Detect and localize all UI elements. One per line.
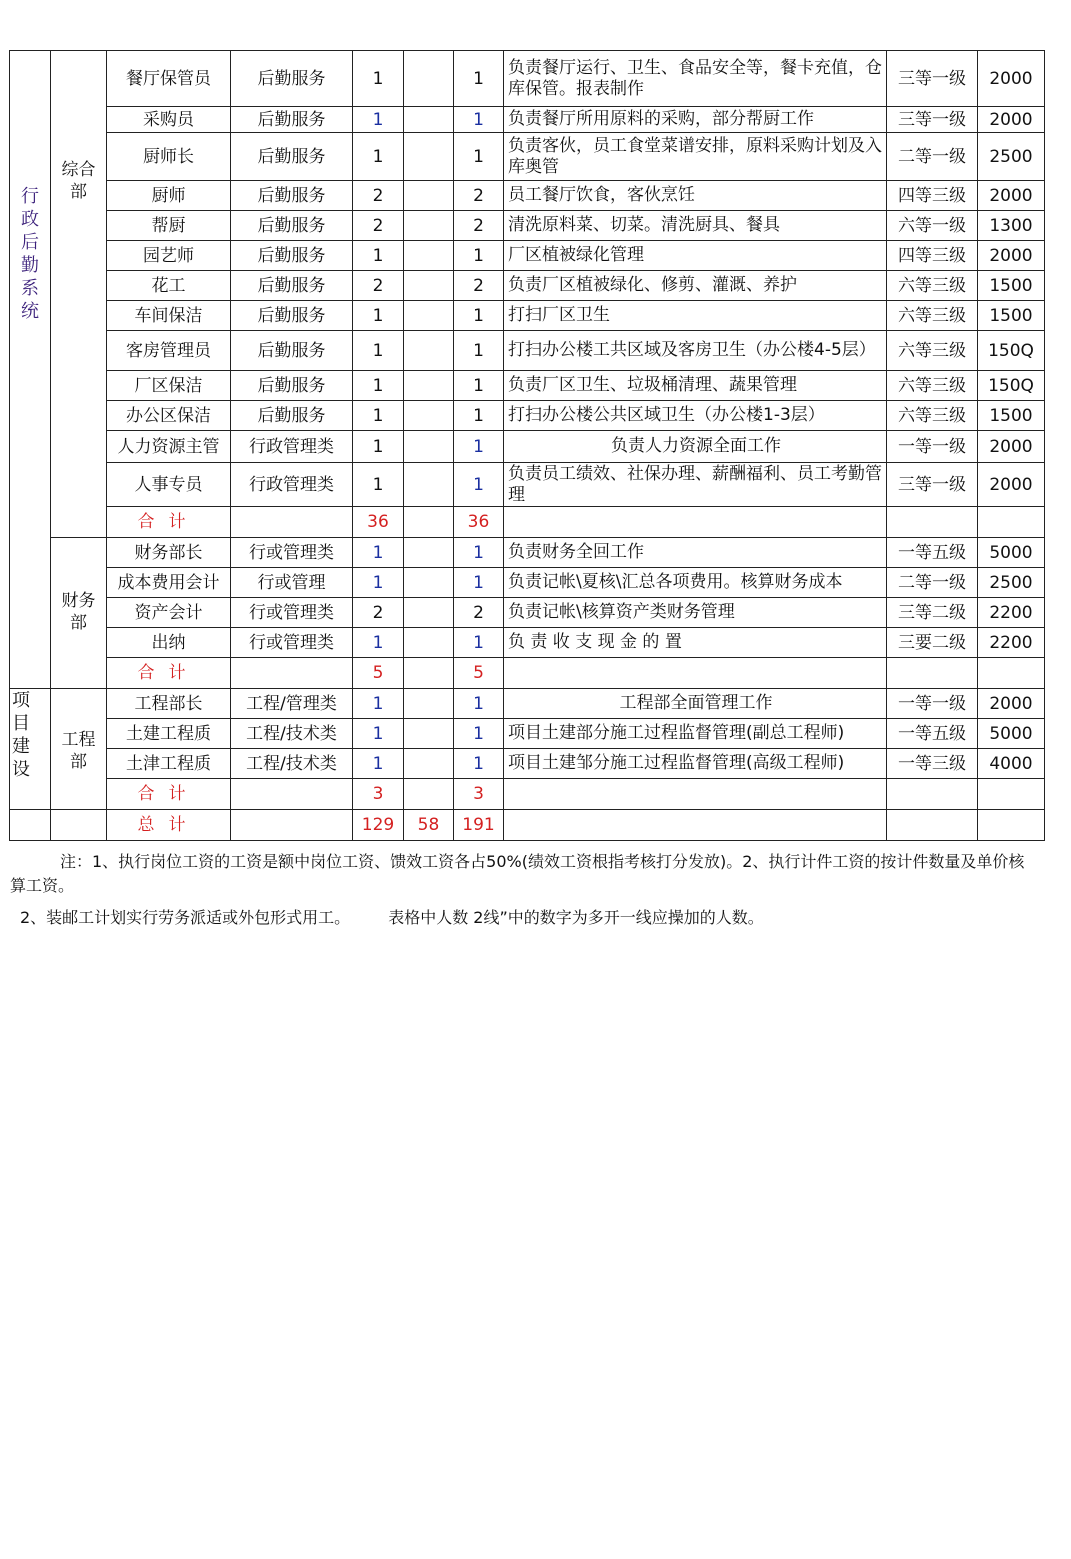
count-total: 1 — [454, 463, 504, 507]
post-name: 餐厅保管员 — [107, 51, 231, 107]
grand-total-row — [10, 810, 1045, 841]
duty: 员工餐厅饮食，客伙烹饪 — [504, 181, 887, 211]
count-base: 2 — [353, 211, 404, 241]
grade: 四等三级 — [887, 241, 978, 271]
count-total: 1 — [454, 51, 504, 107]
count-base: 2 — [353, 598, 404, 628]
post-category: 行或管理类 — [231, 538, 353, 568]
count-total: 1 — [454, 301, 504, 331]
duty: 项目土建部分施工过程监督管理(副总工程师) — [504, 719, 887, 749]
subtotal-label: 合计 — [107, 779, 231, 810]
count-base: 2 — [353, 271, 404, 301]
table-row — [10, 51, 1045, 107]
count-extra — [404, 628, 454, 658]
count-extra — [404, 401, 454, 431]
wage: 2500 — [978, 133, 1045, 181]
count-base: 1 — [353, 749, 404, 779]
post-name: 工程部长 — [107, 689, 231, 719]
table-row — [10, 568, 1045, 598]
count-base: 1 — [353, 431, 404, 463]
system-project — [10, 689, 51, 810]
count-base: 1 — [353, 107, 404, 133]
duty: 负责客伙，员工食堂菜谱安排，原料采购计划及入库奥管 — [504, 133, 887, 181]
post-name: 园艺师 — [107, 241, 231, 271]
post-name: 资产会计 — [107, 598, 231, 628]
count-base: 1 — [353, 401, 404, 431]
count-total: 1 — [454, 628, 504, 658]
post-name: 采购员 — [107, 107, 231, 133]
wage: 2200 — [978, 628, 1045, 658]
grade: 三等一级 — [887, 51, 978, 107]
wage: 1500 — [978, 301, 1045, 331]
subtotal-label: 合计 — [107, 658, 231, 689]
table-row — [10, 181, 1045, 211]
grand-total-extra: 58 — [404, 810, 454, 841]
count-base: 1 — [353, 719, 404, 749]
post-category: 后勤服务 — [231, 401, 353, 431]
post-category: 工程/技术类 — [231, 719, 353, 749]
grade: 一等三级 — [887, 749, 978, 779]
dept-finance — [51, 538, 107, 689]
count-total: 1 — [454, 749, 504, 779]
count-total: 2 — [454, 598, 504, 628]
grade: 六等三级 — [887, 271, 978, 301]
grade: 四等三级 — [887, 181, 978, 211]
grade: 一等一级 — [887, 689, 978, 719]
grade: 三等二级 — [887, 598, 978, 628]
count-extra — [404, 331, 454, 371]
post-name: 厨师 — [107, 181, 231, 211]
duty: 负责财务全回工作 — [504, 538, 887, 568]
count-extra — [404, 211, 454, 241]
post-name: 财务部长 — [107, 538, 231, 568]
count-extra — [404, 241, 454, 271]
table-row — [10, 241, 1045, 271]
duty: 负责记帐\夏核\汇总各项费用。核算财务成本 — [504, 568, 887, 598]
post-category: 工程/管理类 — [231, 689, 353, 719]
wage: 4000 — [978, 749, 1045, 779]
count-base: 1 — [353, 689, 404, 719]
post-category: 行政管理类 — [231, 463, 353, 507]
table-row — [10, 719, 1045, 749]
wage: 1500 — [978, 401, 1045, 431]
count-extra — [404, 107, 454, 133]
count-total: 1 — [454, 133, 504, 181]
note-2 — [10, 906, 1035, 930]
note-2-part-b: 表格中人数 2线”中的数字为多开一线应操加的人数。 — [388, 908, 764, 927]
table-row — [10, 401, 1045, 431]
duty: 打扫办公楼公共区域卫生（办公楼1-3层） — [504, 401, 887, 431]
grade: 一等五级 — [887, 538, 978, 568]
table-row — [10, 749, 1045, 779]
post-category: 后勤服务 — [231, 371, 353, 401]
dept-general — [51, 51, 107, 538]
count-total: 1 — [454, 538, 504, 568]
grade: 一等一级 — [887, 431, 978, 463]
subtotal-total: 5 — [454, 658, 504, 689]
table-row — [10, 133, 1045, 181]
grade: 六等一级 — [887, 211, 978, 241]
post-name: 人事专员 — [107, 463, 231, 507]
count-total: 1 — [454, 719, 504, 749]
post-category: 后勤服务 — [231, 271, 353, 301]
grade: 六等三级 — [887, 371, 978, 401]
grand-total-sum: 191 — [454, 810, 504, 841]
dept-general-label: 综合部 — [61, 160, 96, 202]
count-total: 1 — [454, 568, 504, 598]
duty: 负责人力资源全面工作 — [504, 431, 887, 463]
dept-finance-label: 财务部 — [61, 591, 96, 633]
count-total: 2 — [454, 211, 504, 241]
duty: 负 责 收 支 现 金 的 置 — [504, 628, 887, 658]
duty: 负责餐厅所用原料的采购，部分帮厨工作 — [504, 107, 887, 133]
wage: 5000 — [978, 719, 1045, 749]
post-category: 行或管理类 — [231, 598, 353, 628]
post-category: 后勤服务 — [231, 301, 353, 331]
post-category: 后勤服务 — [231, 241, 353, 271]
duty: 负责厂区卫生、垃圾桶清理、蔬果管理 — [504, 371, 887, 401]
grade: 二等一级 — [887, 133, 978, 181]
subtotal-row — [10, 779, 1045, 810]
count-total: 1 — [454, 401, 504, 431]
count-extra — [404, 463, 454, 507]
subtotal-count: 3 — [353, 779, 404, 810]
duty: 负责餐厅运行、卫生、食品安全等，餐卡充值，仓库保管。报表制作 — [504, 51, 887, 107]
duty: 厂区植被绿化管理 — [504, 241, 887, 271]
count-base: 2 — [353, 181, 404, 211]
duty: 打扫厂区卫生 — [504, 301, 887, 331]
count-extra — [404, 598, 454, 628]
grade: 二等一级 — [887, 568, 978, 598]
wage: 2000 — [978, 181, 1045, 211]
post-name: 出纳 — [107, 628, 231, 658]
note-1: 注：1、执行岗位工资的工资是额中岗位工资、馈效工资各占50%(绩效工资根指考核打分发放)。2、执行计件工资的按计件数量及单价核算工资。 — [10, 852, 1025, 895]
post-name: 厂区保洁 — [107, 371, 231, 401]
wage: 2000 — [978, 463, 1045, 507]
post-name: 办公区保洁 — [107, 401, 231, 431]
post-category: 后勤服务 — [231, 107, 353, 133]
post-name: 人力资源主管 — [107, 431, 231, 463]
table-row — [10, 107, 1045, 133]
wage: 2000 — [978, 51, 1045, 107]
table-row — [10, 371, 1045, 401]
wage: 2500 — [978, 568, 1045, 598]
count-total: 1 — [454, 689, 504, 719]
duty: 打扫办公楼工共区域及客房卫生（办公楼4-5层） — [504, 331, 887, 371]
wage: 2000 — [978, 241, 1045, 271]
wage: 2200 — [978, 598, 1045, 628]
count-total: 1 — [454, 107, 504, 133]
subtotal-row — [10, 658, 1045, 689]
table-row — [10, 628, 1045, 658]
subtotal-total: 36 — [454, 507, 504, 538]
post-category: 行政管理类 — [231, 431, 353, 463]
count-extra — [404, 431, 454, 463]
table-row — [10, 331, 1045, 371]
table-row — [10, 598, 1045, 628]
wage: 2000 — [978, 689, 1045, 719]
system-project-label: 项目建设 — [12, 690, 30, 780]
count-base: 1 — [353, 133, 404, 181]
subtotal-total: 3 — [454, 779, 504, 810]
wage: 150Q — [978, 371, 1045, 401]
notes — [10, 850, 1035, 930]
count-base: 1 — [353, 301, 404, 331]
duty: 工程部全面管理工作 — [504, 689, 887, 719]
staffing-table — [9, 50, 1045, 841]
table-row — [10, 301, 1045, 331]
count-extra — [404, 568, 454, 598]
count-extra — [404, 719, 454, 749]
count-base: 1 — [353, 371, 404, 401]
count-extra — [404, 371, 454, 401]
post-category: 后勤服务 — [231, 133, 353, 181]
wage: 1300 — [978, 211, 1045, 241]
wage: 5000 — [978, 538, 1045, 568]
post-name: 土建工程质 — [107, 719, 231, 749]
post-category: 工程/技术类 — [231, 749, 353, 779]
count-extra — [404, 301, 454, 331]
duty: 项目土建邹分施工过程监督管理(高级工程师) — [504, 749, 887, 779]
post-category: 行或管理 — [231, 568, 353, 598]
table-row — [10, 538, 1045, 568]
subtotal-label: 合计 — [107, 507, 231, 538]
post-name: 车间保洁 — [107, 301, 231, 331]
post-name: 厨师长 — [107, 133, 231, 181]
subtotal-count: 36 — [353, 507, 404, 538]
post-category: 后勤服务 — [231, 181, 353, 211]
table-row — [10, 211, 1045, 241]
table-row — [10, 463, 1045, 507]
count-extra — [404, 133, 454, 181]
count-base: 1 — [353, 568, 404, 598]
count-total: 1 — [454, 331, 504, 371]
duty: 负责厂区植被绿化、修剪、灌溉、养护 — [504, 271, 887, 301]
post-category: 后勤服务 — [231, 51, 353, 107]
duty: 负责记帐\核算资产类财务管理 — [504, 598, 887, 628]
count-total: 1 — [454, 431, 504, 463]
table-row — [10, 271, 1045, 301]
grand-total-base: 129 — [353, 810, 404, 841]
grade: 六等三级 — [887, 331, 978, 371]
wage: 1500 — [978, 271, 1045, 301]
table-row — [10, 431, 1045, 463]
wage: 2000 — [978, 431, 1045, 463]
count-extra — [404, 271, 454, 301]
grade: 六等三级 — [887, 301, 978, 331]
post-name: 帮厨 — [107, 211, 231, 241]
count-base: 1 — [353, 628, 404, 658]
post-category: 后勤服务 — [231, 211, 353, 241]
duty: 清洗原料菜、切菜。清洗厨具、餐具 — [504, 211, 887, 241]
count-base: 1 — [353, 463, 404, 507]
post-name: 客房管理员 — [107, 331, 231, 371]
dept-engineering-label: 工程部 — [61, 730, 96, 772]
count-base: 1 — [353, 331, 404, 371]
post-category: 行或管理类 — [231, 628, 353, 658]
grand-total-label: 总计 — [107, 810, 231, 841]
grade: 一等五级 — [887, 719, 978, 749]
grade: 三等一级 — [887, 463, 978, 507]
count-total: 2 — [454, 181, 504, 211]
post-name: 成本费用会计 — [107, 568, 231, 598]
count-extra — [404, 689, 454, 719]
post-name: 花工 — [107, 271, 231, 301]
count-total: 1 — [454, 371, 504, 401]
post-name: 土津工程质 — [107, 749, 231, 779]
subtotal-row — [10, 507, 1045, 538]
count-base: 1 — [353, 538, 404, 568]
system-admin-label: 行政后勤系统 — [21, 186, 39, 322]
wage: 2000 — [978, 107, 1045, 133]
count-total: 2 — [454, 271, 504, 301]
grade: 六等三级 — [887, 401, 978, 431]
count-extra — [404, 538, 454, 568]
subtotal-count: 5 — [353, 658, 404, 689]
dept-engineering — [51, 689, 107, 810]
system-admin — [10, 51, 51, 689]
count-base: 1 — [353, 241, 404, 271]
table-row — [10, 689, 1045, 719]
count-extra — [404, 51, 454, 107]
count-extra — [404, 181, 454, 211]
wage: 150Q — [978, 331, 1045, 371]
count-total: 1 — [454, 241, 504, 271]
grade: 三要二级 — [887, 628, 978, 658]
count-base: 1 — [353, 51, 404, 107]
duty: 负责员工绩效、社保办理、薪酬福利、员工考勤管理 — [504, 463, 887, 507]
grade: 三等一级 — [887, 107, 978, 133]
note-2-part-a: 2、装邮工计划实行劳务派适或外包形式用工。 — [20, 908, 351, 927]
count-extra — [404, 749, 454, 779]
post-category: 后勤服务 — [231, 331, 353, 371]
